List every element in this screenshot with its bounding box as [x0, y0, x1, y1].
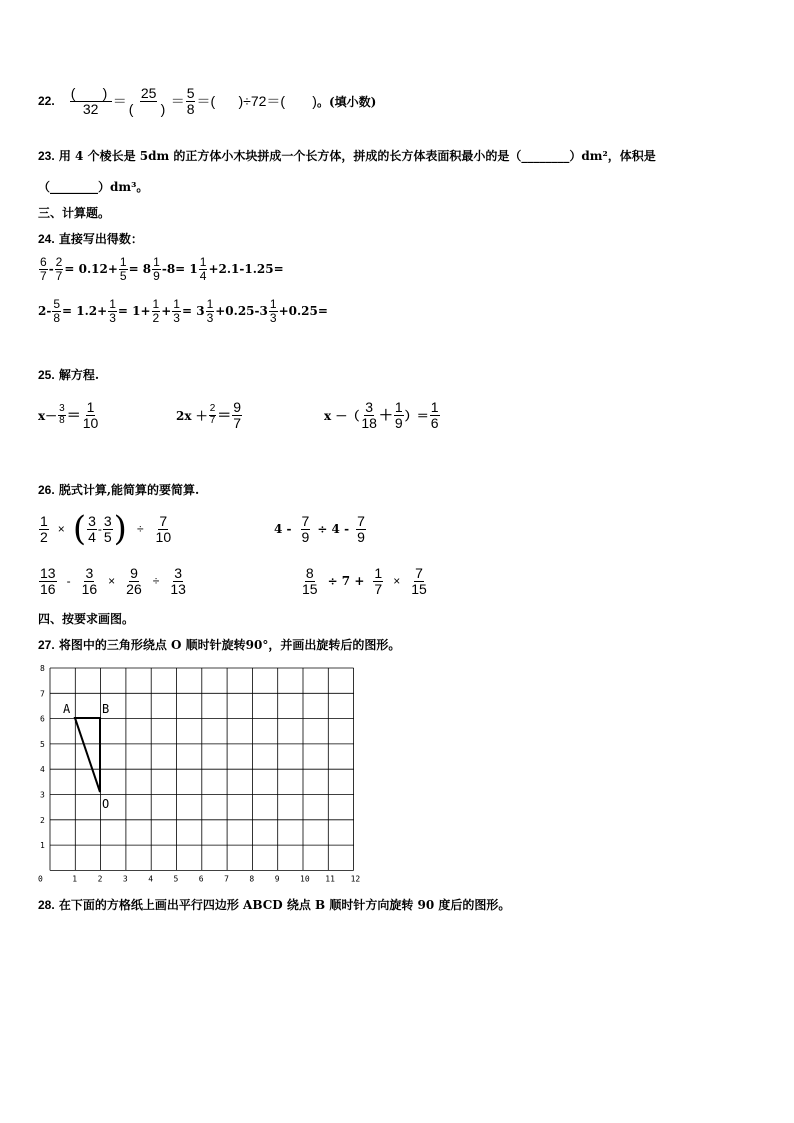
y-tick-label: 7 [40, 689, 45, 699]
numerator: 5 [186, 85, 195, 101]
question-title: 直接写出得数： [58, 232, 143, 246]
fraction-25-over-blank [128, 86, 170, 116]
question-number: 27. [38, 638, 55, 652]
equation-1: x－ $\frac{3}{8}$ ＝ $\frac{1}{10}$ [38, 399, 99, 431]
triangle-shape [75, 718, 100, 792]
fraction-5-8 [186, 86, 196, 116]
question-24 [38, 230, 143, 247]
question-number: 22. [38, 94, 55, 109]
question-text-line1: 用 4 个棱长是 5dm 的正方体小木块拼成一个长方体，拼成的长方体表面积最小的是（________）dm²，体积是 [58, 149, 656, 163]
question-number: 24. [38, 232, 55, 246]
q24-row-2: 2- $\frac{5}{8}$ = 1.2+ $\frac{1}{3}$ = 1+ $\frac{1}{2}$ + $\frac{1}{3}$ = 3 $\frac{1}{3}$ +0.25-3 $\frac{1}{3}$ +0.25= [38, 297, 328, 325]
x-tick-label: 4 [148, 874, 154, 882]
x-tick-label: 6 [198, 874, 204, 882]
point-label-a: A [63, 702, 71, 716]
x-tick-label: 2 [97, 874, 103, 882]
question-27 [38, 636, 400, 653]
question-number: 25. [38, 368, 55, 382]
question-number: 28. [38, 898, 55, 912]
paren-blank: ( ) [128, 100, 166, 117]
question-text: 将图中的三角形绕点 O 顺时针旋转90°，并画出旋转后的图形。 [58, 638, 401, 652]
expression-b: 4 - $\frac{7}{9}$ ÷ 4 - $\frac{7}{9}$ [274, 513, 365, 545]
y-tick-label: 8 [40, 664, 45, 673]
paren-blank: ( ) [70, 86, 112, 102]
y-tick-label: 6 [40, 714, 45, 724]
question-number: 23. [38, 149, 55, 163]
grid-figure [30, 664, 360, 882]
equation-2: 2x ＋ $\frac{2}{7}$ ＝ $\frac{9}{7}$ [176, 399, 242, 431]
y-tick-label: 3 [40, 790, 45, 800]
question-26 [38, 481, 199, 498]
question-22: 22. $\frac{( )}{32}$ ＝ $\frac{25}{( )}$ ＝ $\frac{5}{8}$ ＝( ) ÷72＝ ( ) 。(填小数) [38, 85, 377, 117]
question-28 [38, 896, 510, 913]
x-tick-label: 11 [325, 874, 335, 882]
expression-c: $\frac{13}{16}$ - $\frac{3}{16}$ × $\frac{9}{26}$ ÷ $\frac{3}{13}$ [40, 565, 186, 597]
question-number: 26. [38, 483, 55, 497]
denominator: 8 [186, 100, 195, 117]
q24-row-1: $\frac{6}{7}$ - $\frac{2}{7}$ = 0.12+ $\frac{1}{5}$ = 8 $\frac{1}{9}$ -8= 1 $\frac{1}{4}$ +2.1-1.25= [40, 255, 284, 283]
x-tick-label: 5 [173, 874, 179, 882]
fraction-blank-over-32 [70, 86, 112, 116]
question-25 [38, 366, 99, 383]
point-label-o: O [102, 797, 110, 811]
numerator: 25 [140, 85, 157, 101]
section-heading-4: 四、按要求画图。 [38, 612, 135, 626]
x-tick-label: 12 [350, 874, 360, 882]
expression-d: $\frac{8}{15}$ ÷ 7 + $\frac{1}{7}$ × $\frac{7}{15}$ [302, 565, 427, 597]
x-tick-label: 3 [122, 874, 128, 882]
x-tick-label: 9 [274, 874, 280, 882]
question-text: 在下面的方格纸上画出平行四边形 ABCD 绕点 B 顺时针方向旋转 90 度后的图形。 [58, 898, 511, 912]
x-tick-label: 8 [249, 874, 255, 882]
expression-a: $\frac{1}{2}$ × ( $\frac{3}{4}$ - $\frac{3}{5}$ ) ÷ $\frac{7}{10}$ [40, 509, 172, 549]
question-23 [38, 147, 656, 164]
division-text: ÷72＝ [243, 93, 281, 110]
y-tick-label: 1 [40, 841, 45, 851]
question-title: 解方程. [58, 368, 100, 382]
x-tick-label: 0 [38, 874, 43, 882]
question-23-line2: （________）dm³。 [38, 180, 149, 194]
x-tick-label: 10 [300, 874, 310, 882]
x-tick-label: 1 [72, 874, 78, 882]
denominator: 32 [82, 100, 99, 117]
question-title: 脱式计算,能简算的要简算. [58, 483, 200, 497]
y-tick-label: 4 [40, 765, 45, 775]
hint-text: 。(填小数) [316, 94, 377, 109]
point-label-b: B [102, 702, 110, 716]
section-heading-3: 三、计算题。 [38, 206, 111, 220]
equation-3: x －（ $\frac{3}{18}$ ＋ $\frac{1}{9}$ ）＝ $\frac{1}{6}$ [324, 399, 439, 431]
x-tick-label: 7 [224, 874, 229, 882]
y-tick-label: 2 [40, 815, 45, 825]
y-tick-label: 5 [40, 739, 45, 749]
